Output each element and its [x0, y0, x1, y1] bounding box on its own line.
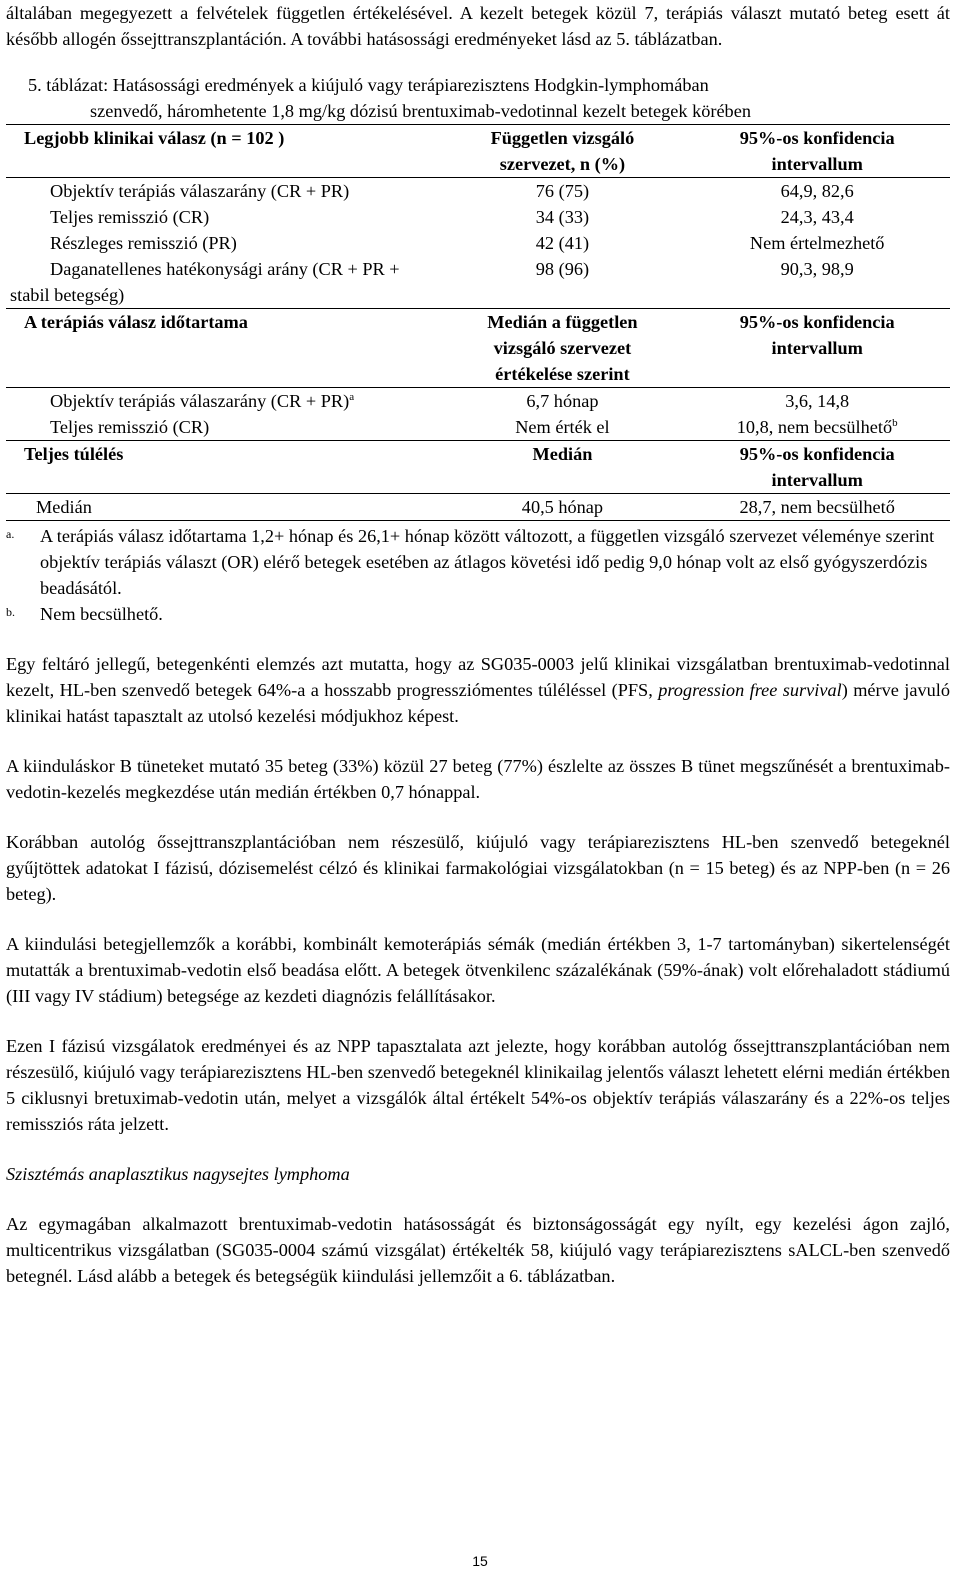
page-number: 15: [472, 1553, 488, 1569]
paragraph-exploratory-analysis: Egy feltáró jellegű, betegenkénti elemzés azt mutatta, hogy az SG035-0003 jelű klinikai vizsgálatban brentuximab-vedotinnal kezelt, HL-ben szenvedő betegek 64%-a a hosszabb progressziómentes túléléssel (PFS, progression free survival) mérve javuló klinikai hatást tapasztalt az utolsó kezelési módjukhoz képest.: [6, 654, 951, 726]
paragraph-phase1-results: Ezen I fázisú vizsgálatok eredményei és az NPP tapasztalata azt jelezte, hogy korábban autológ őssejttranszplantációban nem részesülő, kiújuló vagy terápiarezisztens HL-ben szenvedő betegeknél klinikailag jelentős választ lehetett elérni medián értékben 5 ciklusnyi bretuximab-vedotin után, melyet a vizsgálók által értékelt 54%-os objektív terápiás válaszarány és a 22%-os teljes remissziós ráta jelzett.: [6, 1036, 950, 1134]
header-best-response: Legjobb klinikai válasz (n = 102 ): [24, 128, 285, 148]
table-row: Részleges remisszió (PR) 42 (41) Nem értelmezhető: [50, 233, 885, 253]
table-header-row: [6, 441, 950, 494]
header-overall-survival: Teljes túlélés: [24, 444, 124, 464]
paragraph-data-collection: Korábban autológ őssejttranszplantációban nem részesülő, kiújuló vagy terápiarezisztens HL-ben szenvedő betegeknél gyűjtöttek adatokat I fázisú, dózisemelést célzó és klinikai farmakológiai vizsgálatokban (n = 15 beteg) és az NPP-ben (n = 26 beteg).: [6, 832, 950, 904]
footnote-b: b. Nem becsülhető.: [6, 604, 163, 624]
header-confidence-interval: 95%-os konfidencia intervallum: [739, 444, 895, 490]
footnote-marker-b: b: [892, 416, 898, 429]
intro-paragraph: általában megegyezett a felvételek független értékelésével. A kezelt betegek közül 7, terápiás választ mutató beteg esett át később allogén őssejttranszplantáción. A további hatásossági eredményeket lásd az 5. táblázatban.: [6, 3, 950, 49]
footnote-marker-a: a: [349, 390, 355, 403]
table-header-row: [6, 309, 950, 388]
table-row: Medián 40,5 hónap 28,7, nem becsülhető: [6, 494, 950, 521]
caption-line-2: szenvedő, háromhetente 1,8 mg/kg dózisú brentuximab-vedotinnal kezelt betegek körében: [90, 101, 751, 121]
header-confidence-interval: 95%-os konfidencia intervallum: [739, 128, 895, 174]
paragraph-salcl-study: Az egymagában alkalmazott brentuximab-vedotin hatásosságát és biztonságosságát egy nyílt, egy kezelési ágon zajló, multicentrikus vizsgálatban (SG035-0004 számú vizsgálat) értékelték 58, kiújuló vagy terápiarezisztens sALCL-ben szenvedő betegnél. Lásd alább a betegek és betegségük kiindulási jellemzőit a 6. táblázatban.: [6, 1214, 950, 1286]
header-confidence-interval: 95%-os konfidencia intervallum: [739, 312, 895, 358]
table-row: Objektív terápiás válaszarány (CR + PR)$^a$ 6,7 hónap 3,6, 14,8: [6, 388, 950, 415]
table-row: Teljes remisszió (CR) 34 (33) 24,3, 43,4: [50, 207, 854, 227]
document-page: [6, 0, 950, 1289]
table-footnotes: [6, 523, 950, 627]
header-median-independent: Medián a független vizsgáló szervezet értékelése szerint: [487, 312, 638, 384]
paragraph-baseline-characteristics: A kiindulási betegjellemzők a korábbi, kombinált kemoterápiás sémák (medián értékben 3, 1-7 tartományban) sikertelenségét mutatták a brentuximab-vedotin első beadása előtt. A betegek ötvenkilenc százalékának (59%-ának) volt előrehaladott stádiumú (III vagy IV stádium) betegsége az kezdeti diagnózis felállításakor.: [6, 934, 950, 1006]
header-median: Medián: [532, 444, 593, 464]
header-independent-org: Független vizsgáló szervezet, n (%): [490, 128, 635, 174]
efficacy-table: [6, 124, 950, 521]
table-row: Daganatellenes hatékonysági arány (CR + PR + stabil betegség) 98 (96) 90,3, 98,9: [10, 259, 854, 305]
section-heading: Szisztémás anaplasztikus nagysejtes lymphoma: [6, 1164, 350, 1184]
table-row: Teljes remisszió (CR) Nem érték el 10,8, nem becsülhető$^b$: [50, 416, 898, 437]
caption-line-1: 5. táblázat: Hatásossági eredmények a kiújuló vagy terápiarezisztens Hodgkin-lymphomában: [28, 75, 709, 95]
footnote-a: a. A terápiás válasz időtartama 1,2+ hónap és 26,1+ hónap között változott, a független vizsgáló szervezet véleménye szerint objektív terápiás választ (OR) elérő betegek esetében az átlagos követési idő pedig 9,0 hónap volt az első gyógyszerdózis beadásától.: [6, 526, 935, 598]
table-row: Objektív terápiás válaszarány (CR + PR) 76 (75) 64,9, 82,6: [6, 178, 950, 205]
paragraph-b-symptoms: A kiinduláskor B tüneteket mutató 35 beteg (33%) közül 27 beteg (77%) észlelte az összes B tünet megszűnését a brentuximab-vedotin-kezelés megkezdése után medián értékben 0,7 hónappal.: [6, 756, 950, 802]
table-caption: [6, 72, 950, 124]
header-response-duration: A terápiás válasz időtartama: [24, 312, 248, 332]
table-header-row: [6, 125, 950, 178]
